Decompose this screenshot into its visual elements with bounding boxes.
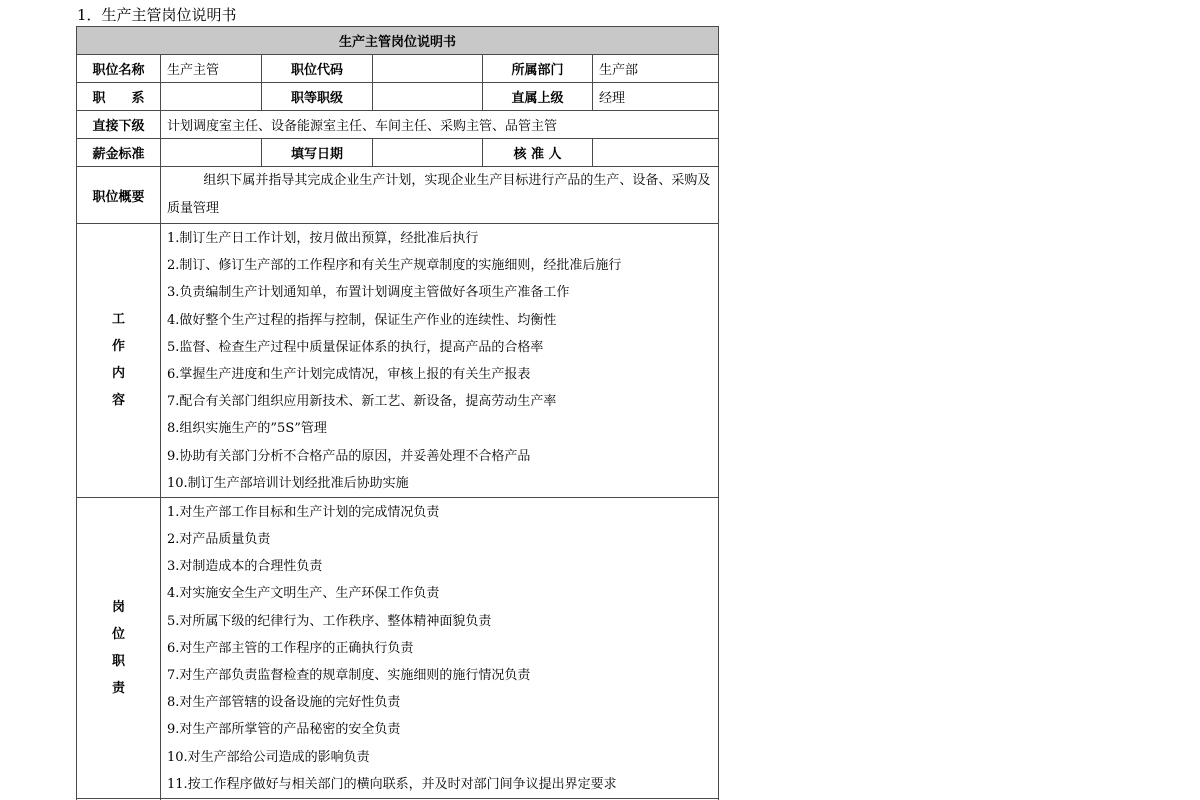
table-row bbox=[77, 111, 719, 139]
direct-subordinates-label: 直接下级 bbox=[77, 111, 161, 139]
table-row bbox=[77, 83, 719, 111]
table-row bbox=[77, 497, 719, 798]
table-row bbox=[77, 55, 719, 83]
list-item: 4.做好整个生产过程的指挥与控制，保证生产作业的连续性、均衡性 bbox=[167, 312, 557, 328]
list-item: 11.按工作程序做好与相关部门的横向联系，并及时对部门间争议提出界定要求 bbox=[167, 776, 617, 792]
work-content-label bbox=[77, 224, 161, 498]
list-item: 2.制订、修订生产部的工作程序和有关生产规章制度的实施细则，经批准后施行 bbox=[167, 258, 622, 274]
list-item: 1.对生产部工作目标和生产计划的完成情况负责 bbox=[167, 504, 440, 520]
fill-date-value bbox=[373, 139, 483, 167]
grade-level-label: 职等职级 bbox=[262, 83, 373, 111]
table-title: 生产主管岗位说明书 bbox=[77, 27, 719, 55]
responsibilities-label bbox=[77, 497, 161, 798]
work-content-list bbox=[167, 224, 712, 497]
responsibilities-label-char: 岗 bbox=[111, 599, 125, 615]
job-family-label-char-1: 职 bbox=[92, 91, 106, 106]
work-content-label-char: 工 bbox=[111, 312, 125, 328]
approver-label: 核 准 人 bbox=[483, 139, 593, 167]
list-item: 2.对产品质量负责 bbox=[167, 532, 271, 548]
fill-date-label: 填写日期 bbox=[262, 139, 373, 167]
list-item: 4.对实施安全生产文明生产、生产环保工作负责 bbox=[167, 586, 440, 602]
work-content-label-char: 内 bbox=[111, 366, 125, 382]
job-description-table bbox=[76, 26, 719, 800]
position-code-value bbox=[373, 55, 483, 83]
list-item: 3.对制造成本的合理性负责 bbox=[167, 559, 323, 575]
job-family-label-char-2: 系 bbox=[131, 91, 145, 106]
position-name-label: 职位名称 bbox=[77, 55, 161, 83]
table-row bbox=[77, 224, 719, 498]
direct-subordinates-value: 计划调度室主任、设备能源室主任、车间主任、采购主管、品管主管 bbox=[161, 111, 719, 139]
list-item: 6.对生产部主管的工作程序的正确执行负责 bbox=[167, 640, 414, 656]
responsibilities-label-char: 位 bbox=[111, 626, 125, 642]
responsibilities-list-cell bbox=[161, 497, 719, 798]
work-content-label-char: 容 bbox=[111, 393, 125, 409]
approver-value bbox=[593, 139, 719, 167]
job-family-label bbox=[77, 83, 161, 111]
list-item: 9.协助有关部门分析不合格产品的原因，并妥善处理不合格产品 bbox=[167, 448, 531, 464]
list-item: 8.组织实施生产的”5S”管理 bbox=[167, 421, 327, 437]
grade-level-value bbox=[373, 83, 483, 111]
list-item: 8.对生产部管辖的设备设施的完好性负责 bbox=[167, 695, 401, 711]
list-item: 9.对生产部所掌管的产品秘密的安全负责 bbox=[167, 722, 401, 738]
list-item: 1.制订生产日工作计划，按月做出预算，经批准后执行 bbox=[167, 231, 479, 246]
work-content-label-char: 作 bbox=[111, 339, 125, 355]
responsibilities-list bbox=[167, 498, 712, 798]
list-item: 10.制订生产部培训计划经批准后协助实施 bbox=[167, 475, 409, 491]
position-name-value: 生产主管 bbox=[161, 55, 262, 83]
department-label: 所属部门 bbox=[483, 55, 593, 83]
department-value: 生产部 bbox=[593, 55, 719, 83]
responsibilities-label-char: 责 bbox=[111, 680, 125, 696]
list-item: 7.对生产部负责监督检查的规章制度、实施细则的施行情况负责 bbox=[167, 668, 531, 683]
position-summary-label: 职位概要 bbox=[77, 167, 161, 224]
work-content-list-cell bbox=[161, 224, 719, 498]
list-item: 5.对所属下级的纪律行为、工作秩序、整体精神面貌负责 bbox=[167, 613, 492, 629]
responsibilities-label-char: 职 bbox=[111, 653, 125, 669]
document-heading: 1．生产主管岗位说明书 bbox=[77, 6, 237, 24]
job-family-value bbox=[161, 83, 262, 111]
list-item: 5.监督、检查生产过程中质量保证体系的执行，提高产品的合格率 bbox=[167, 339, 544, 355]
table-row bbox=[77, 167, 719, 224]
salary-standard-value bbox=[161, 139, 262, 167]
position-summary-text: 组织下属并指导其完成企业生产计划，实现企业生产目标进行产品的生产、设备、采购及质量管理 bbox=[161, 167, 719, 224]
direct-supervisor-value: 经理 bbox=[593, 83, 719, 111]
list-item: 7.配合有关部门组织应用新技术、新工艺、新设备，提高劳动生产率 bbox=[167, 394, 557, 410]
direct-supervisor-label: 直属上级 bbox=[483, 83, 593, 111]
list-item: 10.对生产部给公司造成的影响负责 bbox=[167, 749, 370, 765]
list-item: 6.掌握生产进度和生产计划完成情况，审核上报的有关生产报表 bbox=[167, 366, 531, 382]
table-row bbox=[77, 139, 719, 167]
salary-standard-label: 薪金标准 bbox=[77, 139, 161, 167]
position-code-label: 职位代码 bbox=[262, 55, 373, 83]
list-item: 3.负责编制生产计划通知单，布置计划调度主管做好各项生产准备工作 bbox=[167, 285, 570, 301]
